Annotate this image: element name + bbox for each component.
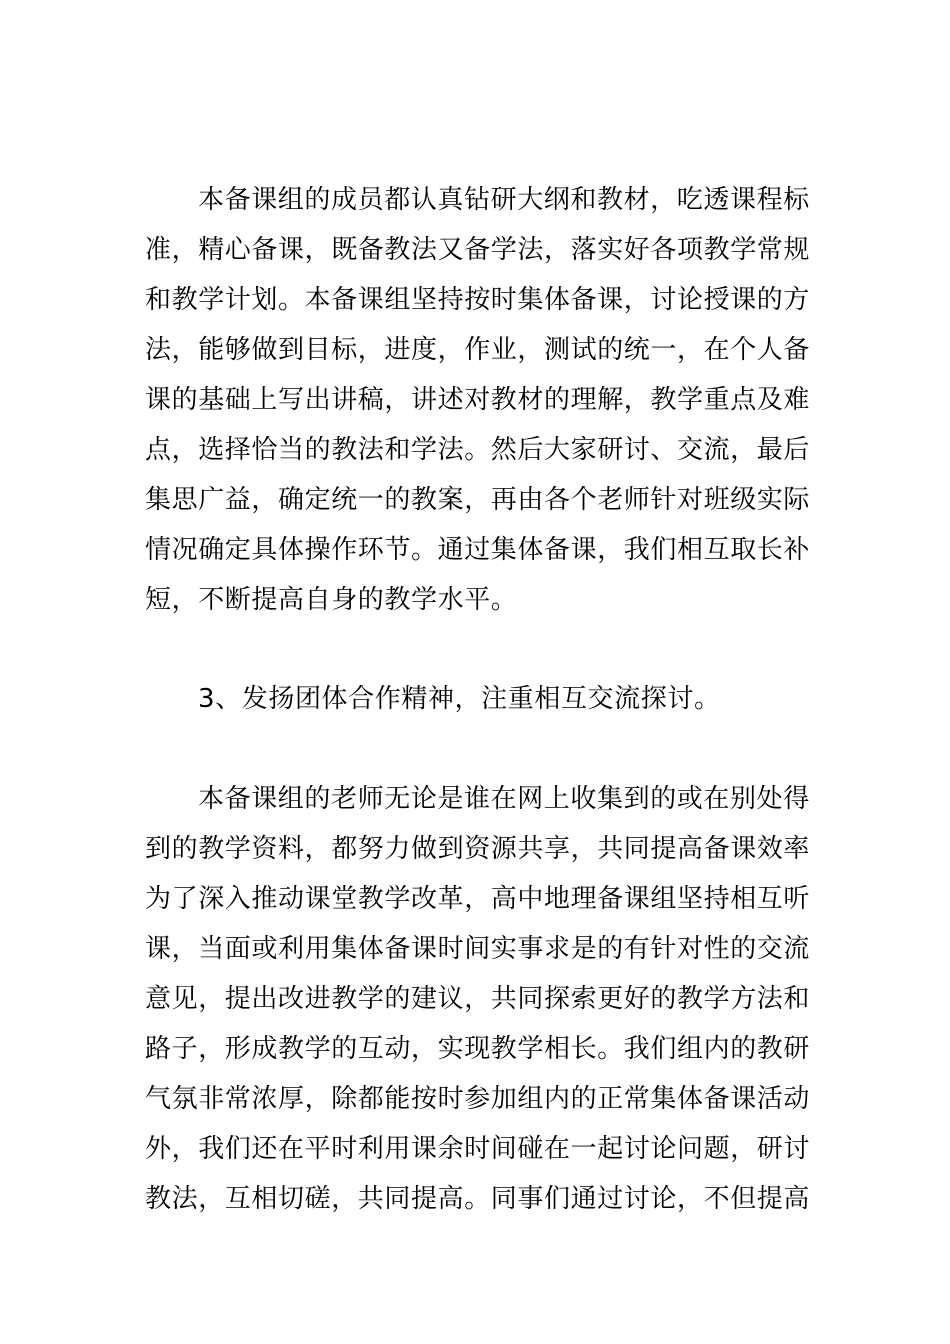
- text-line: 短，不断提高自身的教学水平。: [145, 585, 518, 615]
- text-line: 本备课组的老师无论是谁在网上收集到的或在别处得: [198, 784, 810, 814]
- text-line: 课，当面或利用集体备课时间实事求是的有针对性的交流: [145, 934, 811, 964]
- text-line: 点，选择恰当的教法和学法。然后大家研讨、交流，最后: [145, 435, 811, 465]
- text-line: 气氛非常浓厚，除都能按时参加组内的正常集体备课活动: [145, 1084, 811, 1114]
- text-line: 本备课组的成员都认真钻研大纲和教材，吃透课程标: [198, 185, 810, 215]
- text-line: 准，精心备课，既备教法又备学法，落实好各项教学常规: [145, 235, 811, 265]
- text-line: 意见，提出改进教学的建议，共同探索更好的教学方法和: [145, 984, 811, 1014]
- text-line: 路子，形成教学的互动，实现教学相长。我们组内的教研: [145, 1034, 811, 1064]
- text-line: 集思广益，确定统一的教案，再由各个老师针对班级实际: [145, 485, 811, 515]
- text-line: 教法，互相切磋，共同提高。同事们通过讨论，不但提高: [145, 1184, 811, 1214]
- section-heading: 3、发扬团体合作精神，注重相互交流探讨。: [198, 684, 721, 714]
- text-line: 课的基础上写出讲稿，讲述对教材的理解，教学重点及难: [145, 385, 811, 415]
- text-line: 外，我们还在平时利用课余时间碰在一起讨论问题，研讨: [145, 1134, 811, 1164]
- text-line: 为了深入推动课堂教学改革，高中地理备课组坚持相互听: [145, 884, 811, 914]
- text-line: 到的教学资料，都努力做到资源共享，共同提高备课效率: [145, 834, 811, 864]
- text-line: 法，能够做到目标，进度，作业，测试的统一，在个人备: [145, 335, 811, 365]
- text-line: 和教学计划。本备课组坚持按时集体备课，讨论授课的方: [145, 285, 811, 315]
- text-line: 情况确定具体操作环节。通过集体备课，我们相互取长补: [145, 535, 811, 565]
